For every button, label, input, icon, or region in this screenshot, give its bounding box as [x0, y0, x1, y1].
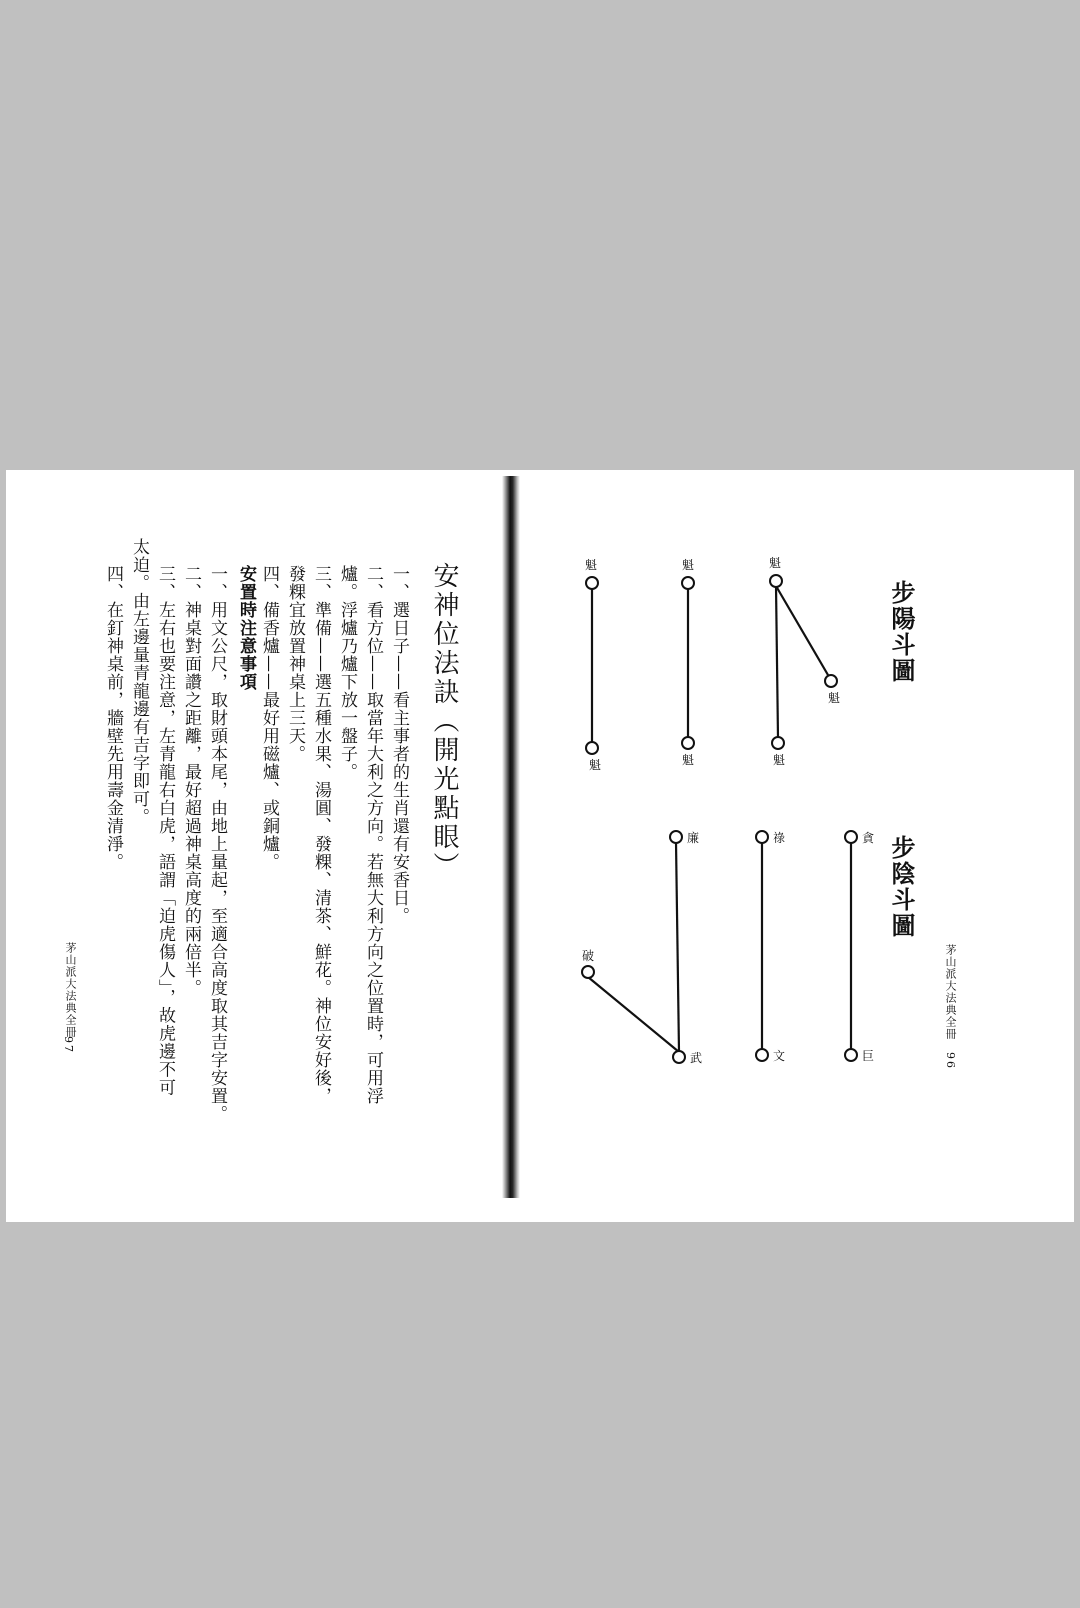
yang-line [776, 586, 828, 675]
text-line: 三、準備——選五種水果、湯圓、發粿、清茶、鮮花。神位安好後， [311, 565, 331, 1105]
text-line: 二、看方位——取當年大利之方向。若無大利方向之位置時，可用浮 [363, 565, 383, 1105]
yang-node [586, 742, 598, 754]
yang-diagram-title: 步陽斗圖 [887, 580, 916, 684]
yang-label: 魁 [682, 558, 695, 572]
yang-label: 魁 [773, 753, 786, 767]
text-line: 爐。浮爐乃爐下放一盤子。 [337, 565, 357, 781]
page-number: 96 [944, 1052, 957, 1070]
text-line: 四、備香爐——最好用磁爐、或銅爐。 [259, 565, 279, 871]
yang-node [682, 577, 694, 589]
note-line: 三、左右也要注意，左青龍右白虎，語謂「迫虎傷人」，故虎邊不可 [155, 565, 175, 1097]
yang-label: 魁 [682, 753, 695, 767]
text-line: 一、選日子——看主事者的生肖還有安香日。 [389, 565, 409, 925]
yin-node [845, 831, 857, 843]
yin-line [588, 977, 679, 1052]
yin-node [756, 1049, 768, 1061]
page-footer: 茅山派大法典全冊 [944, 944, 957, 1040]
yin-node [582, 966, 594, 978]
yang-node [586, 577, 598, 589]
yin-label: 破 [582, 949, 595, 963]
yin-node [845, 1049, 857, 1061]
yin-label: 貪 [862, 831, 875, 845]
note-line: 四、在釘神桌前，牆壁先用壽金清淨。 [103, 565, 123, 871]
yang-label: 魁 [589, 758, 602, 772]
yin-diagram-title: 步陰斗圖 [887, 835, 916, 939]
yin-label: 祿 [773, 831, 786, 845]
yang-node [825, 675, 837, 687]
yin-node [673, 1051, 685, 1063]
note-line: 二、神桌對面讚之距離，最好超過神桌高度的兩倍半。 [181, 565, 201, 997]
note-line: 太迫。由左邊量青龍邊有吉字即可。 [129, 538, 149, 826]
yang-label: 魁 [828, 691, 841, 705]
yang-node [682, 737, 694, 749]
yin-label: 文 [773, 1049, 786, 1063]
yin-label: 巨 [862, 1049, 875, 1063]
yang-label: 魁 [769, 556, 782, 570]
yin-node [756, 831, 768, 843]
yang-node [770, 575, 782, 587]
yin-label: 廉 [687, 831, 700, 845]
section-title: 安神位法訣（開光點眼） [429, 562, 459, 881]
note-line: 一、用文公尺，取財頭本尾，由地上量起，至適合高度取其吉字安置。 [207, 565, 227, 1123]
yang-line [776, 586, 778, 738]
yin-node [670, 831, 682, 843]
book-spread [6, 470, 1074, 1222]
yang-node [772, 737, 784, 749]
yin-label: 武 [690, 1051, 703, 1065]
text-line: 發粿宜放置神桌上三天。 [285, 565, 305, 763]
dipper-step-diagram [6, 470, 1074, 1222]
yang-label: 魁 [585, 558, 598, 572]
page-footer: 茅山派大法典全冊 [64, 942, 77, 1038]
yin-line [676, 842, 679, 1052]
notes-heading: 安置時注意事項 [236, 565, 256, 691]
page-number: 97 [62, 1036, 75, 1054]
